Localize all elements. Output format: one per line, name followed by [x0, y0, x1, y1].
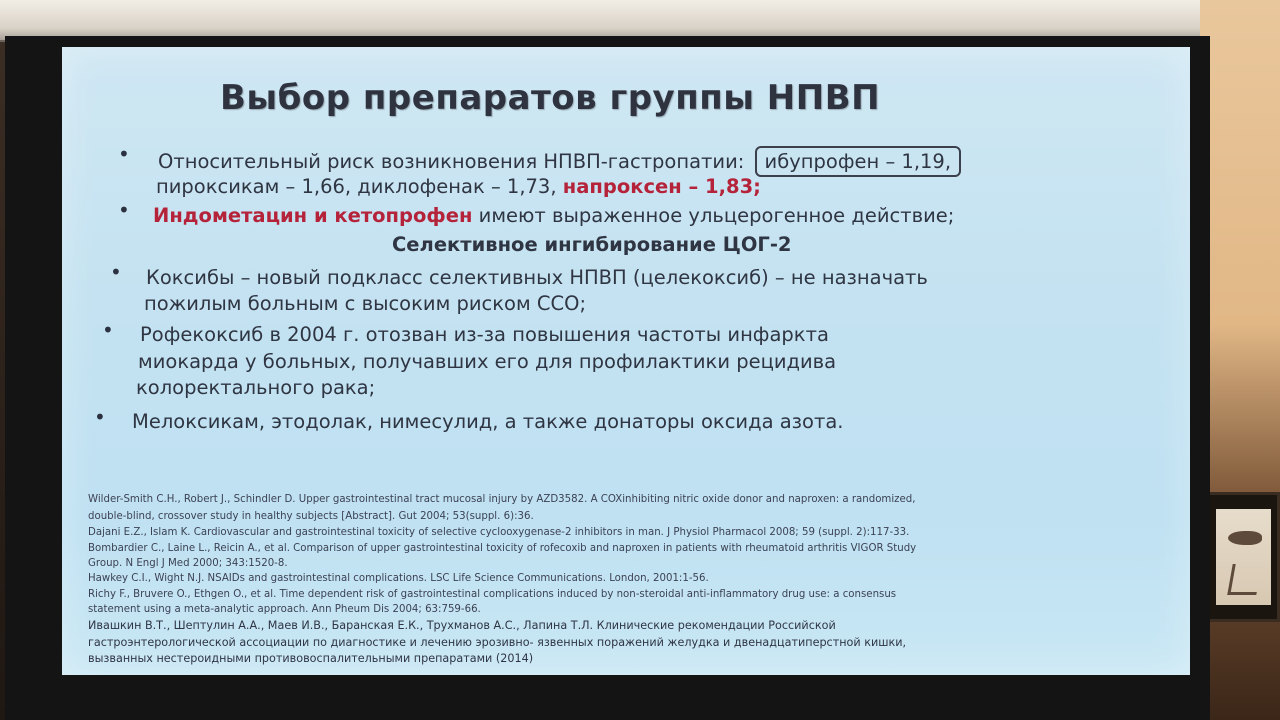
bullet-5-marker: •: [94, 405, 106, 429]
wall-picture-art: [1216, 509, 1271, 605]
reference-line: statement using a meta-analytic approach. Ann Pheum Dis 2004; 63:759-66.: [88, 604, 481, 615]
bullet-5-line-1: Мелоксикам, этодолак, нимесулид, а также донаторы оксида азота.: [132, 410, 844, 433]
ibuprofen-boxed-value: ибупрофен – 1,19,: [755, 146, 961, 177]
bullet-2-line: [153, 204, 954, 227]
reference-line: Hawkey C.I., Wight N.J. NSAIDs and gastrointestinal complications. LSC Life Science Communications. London, 2001:1-56.: [88, 573, 709, 584]
slide-title: Выбор препаратов группы НПВП: [220, 78, 881, 118]
bullet-1-line-2: [156, 175, 761, 198]
reference-line: Group. N Engl J Med 2000; 343:1520-8.: [88, 558, 288, 569]
bullet-2-marker: •: [118, 198, 130, 222]
bullet-4-line-1: Рофекоксиб в 2004 г. отозван из-за повышения частоты инфаркта: [140, 323, 829, 346]
naproxen-red-value: напроксен – 1,83;: [562, 175, 761, 198]
bullet-3-line-2: пожилым больным с высоким риском ССО;: [144, 292, 587, 315]
bullet-1-line-2-text: пироксикам – 1,66, диклофенак – 1,73,: [156, 175, 557, 198]
bullet-3-marker: •: [110, 260, 122, 284]
reference-line: Ивашкин В.Т., Шептулин А.А., Маев И.В., Баранская Е.К., Трухманов А.С., Лапина Т.Л. Клинические рекомендации Российской: [88, 619, 836, 632]
slide-subheading: Селективное ингибирование ЦОГ-2: [392, 233, 792, 256]
bullet-1-line-1: [158, 146, 961, 177]
reference-line: гастроэнтерологической ассоциации по диагностике и лечению эрозивно- язвенных поражений желудка и двенадцатиперстной кишки,: [88, 636, 907, 649]
bullet-1-text: Относительный риск возникновения НПВП-гастропатии:: [158, 150, 745, 173]
reference-line: Bombardier C., Laine L., Reicin A., et al. Comparison of upper gastrointestinal toxicity of rofecoxib and naproxen in patients with rheumatoid arthritis VIGOR Study: [88, 543, 917, 554]
bullet-4-marker: •: [102, 318, 114, 342]
reference-line: Dajani E.Z., Islam K. Cardiovascular and gastrointestinal toxicity of selective cyclooxygenase-2 inhibitors in man. J Physiol Pharmacol 2008; 59 (suppl. 2):117-33.: [88, 527, 910, 538]
coral-icon: [1227, 564, 1261, 595]
bullet-1-marker: •: [118, 142, 130, 166]
reference-line: Richy F., Bruvere O., Ethgen O., et al. Time dependent risk of gastrointestinal complications induced by non-steroidal anti-inflammatory drug use: a consensus: [88, 589, 897, 600]
bullet-4-line-3: колоректального рака;: [136, 376, 376, 399]
fish-icon: [1228, 531, 1262, 545]
bullet-3-line-1: Коксибы – новый подкласс селективных НПВП (целекоксиб) – не назначать: [146, 266, 928, 289]
reference-line: Wilder-Smith C.H., Robert J., Schindler D. Upper gastrointestinal tract mucosal injury by AZD3582. A COXinhibiting nitric oxide donor and naproxen: a randomized,: [88, 494, 916, 505]
bullet-2-red-text: Индометацин и кетопрофен: [153, 204, 473, 227]
bullet-4-line-2: миокарда у больных, получавших его для профилактики рецидива: [138, 350, 837, 373]
wall-picture: [1207, 492, 1280, 622]
reference-line: double-blind, crossover study in healthy subjects [Abstract]. Gut 2004; 53(suppl. 6):36.: [88, 511, 534, 522]
reference-line: вызванных нестероидными противовоспалительными препаратами (2014): [88, 652, 534, 665]
bullet-2-text: имеют выраженное ульцерогенное действие;: [478, 204, 955, 227]
